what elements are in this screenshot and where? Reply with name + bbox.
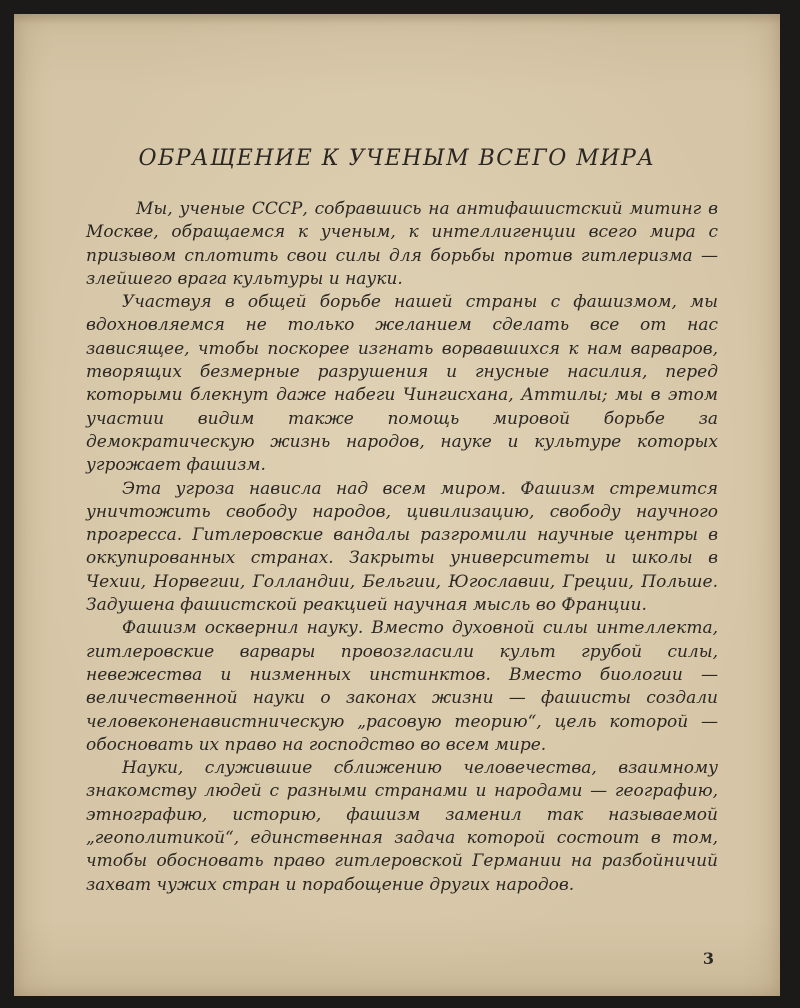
paragraph-2: Участвуя в общей борьбе нашей страны с фашизмом, мы вдохновляемся не только желанием сделать все от нас зависящее, чтобы поскорее изгнать ворвавшихся к нам варваров, творящих безмерные разрушения и гнусные насилия, перед которыми блекнут даже набеги Чингисхана, Аттилы; мы в этом участии видим также помощь мировой борьбе за демократическую жизнь народов, науке и культуре которых угрожает фашизм. [86,292,718,476]
paragraph-5: Науки, служившие сближению человечества, взаимному знакомству людей с разными странами и народами — географию, этнографию, историю, фашизм заменил так называемой „геополитикой“, единственная задача которой состоит в том, чтобы обосновать право гитлеровской Германии на разбойничий захват чужих стран и порабощение других народов. [86,758,718,895]
body-text [86,198,718,897]
document-page [14,14,780,996]
paragraph-4: Фашизм осквернил науку. Вместо духовной силы интеллекта, гитлеровские варвары провозгласили культ грубой силы, невежества и низменных инстинктов. Вместо биологии — величественной науки о законах жизни — фашисты создали человеконенавистническую „расовую теорию“, цель которой — обосновать их право на господство во всем мире. [86,618,718,755]
paragraph-1: Мы, ученые СССР, собравшись на антифашистский митинг в Москве, обращаемся к ученым, к интеллигенции всего мира с призывом сплотить свои силы для борьбы против гитлеризма — злейшего врага культуры и науки. [86,199,718,289]
page-title: ОБРАЩЕНИЕ К УЧЕНЫМ ВСЕГО МИРА [138,146,656,171]
paragraph-3: Эта угроза нависла над всем миром. Фашизм стремится уничтожить свободу народов, цивилизацию, свободу научного прогресса. Гитлеровские вандалы разгромили научные центры в оккупированных странах. Закрыты университеты и школы в Чехии, Норвегии, Голландии, Бельгии, Югославии, Греции, Польше. Задушена фашистской реакцией научная мысль во Франции. [86,478,718,616]
page-number: 3 [702,949,714,968]
